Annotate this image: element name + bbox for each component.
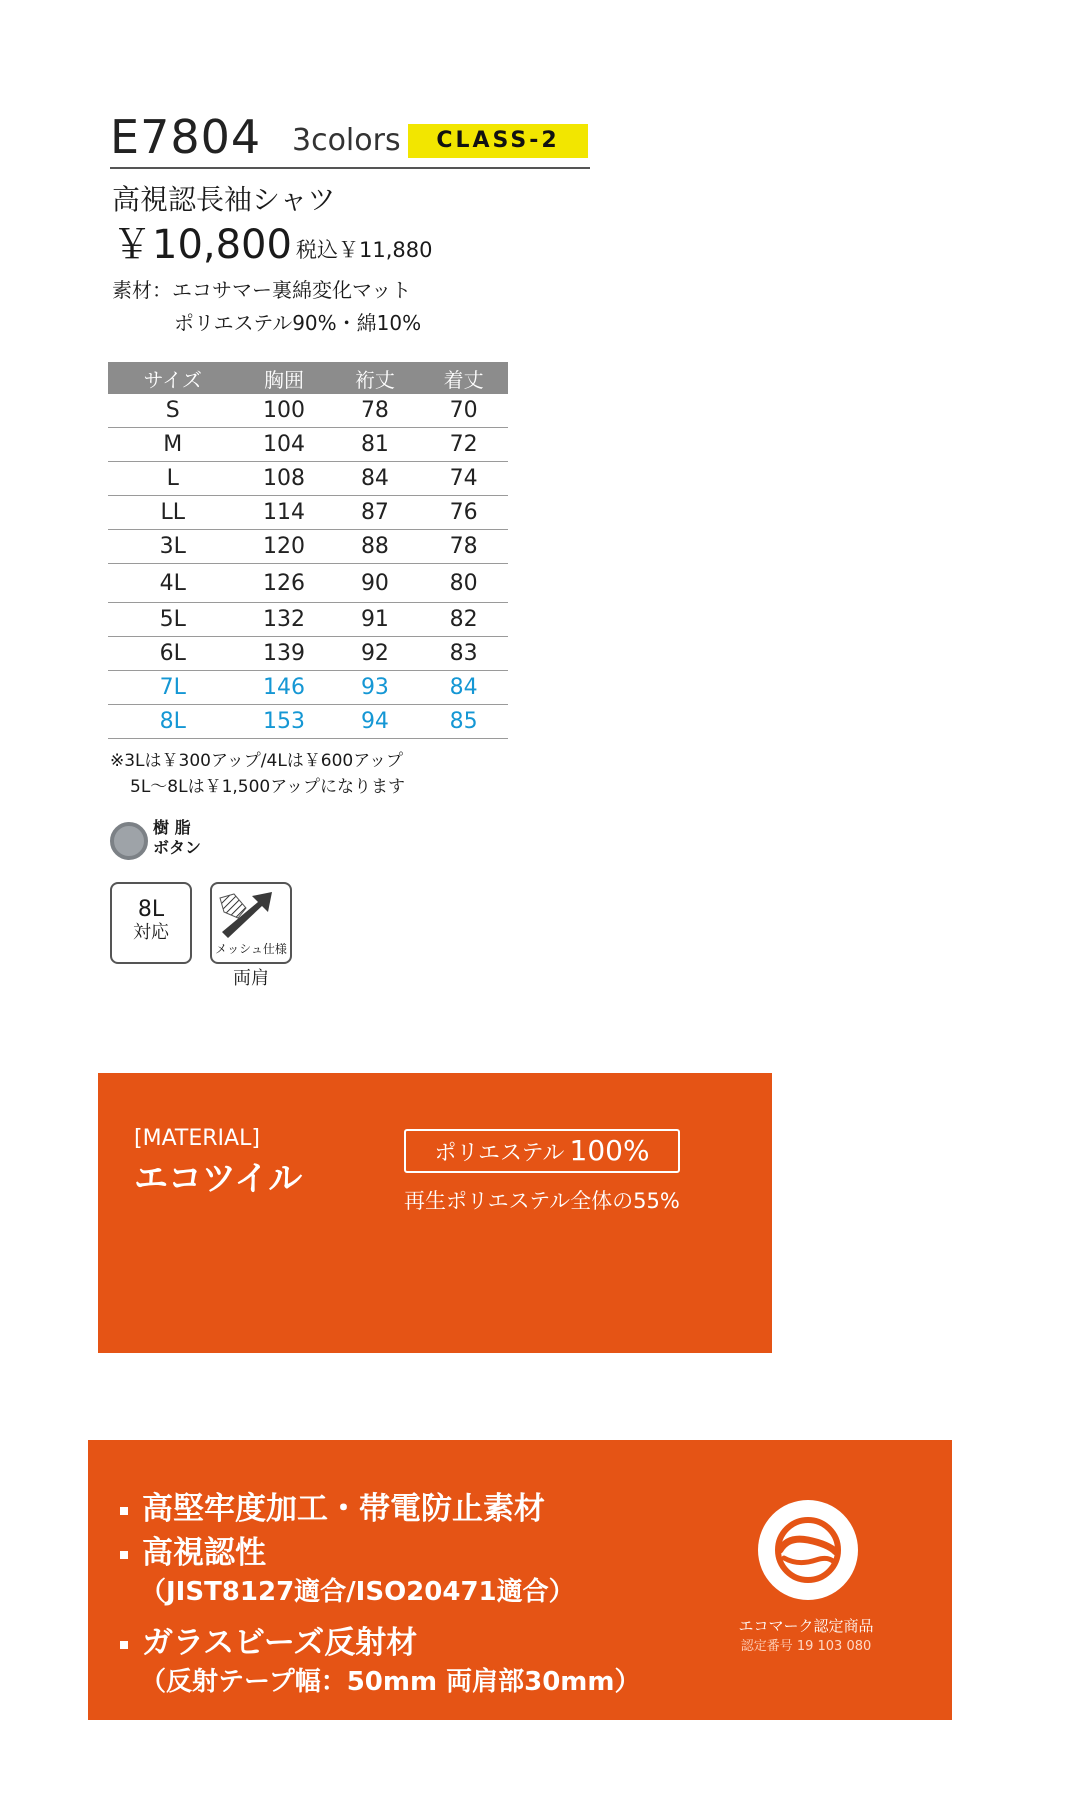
table-row [108, 637, 508, 671]
eco-mark-graphic [758, 1500, 858, 1600]
table-row [108, 496, 508, 530]
eco-mark-icon [758, 1500, 858, 1600]
cell: 82 [419, 603, 508, 637]
cell: 7L [108, 671, 237, 705]
cell: 94 [331, 705, 420, 739]
feature-1-text: 高堅牢度加工・帯電防止素材 [142, 1491, 545, 1527]
material-line-1: 素材：エコサマー裏綿変化マット [112, 278, 412, 302]
cell: LL [108, 496, 237, 530]
bullet-icon [120, 1507, 128, 1515]
cell: 78 [419, 530, 508, 564]
cell: 72 [419, 428, 508, 462]
cell: 126 [237, 564, 330, 603]
cell: 81 [331, 428, 420, 462]
cell: 153 [237, 705, 330, 739]
cell: 5L [108, 603, 237, 637]
cell: 87 [331, 496, 420, 530]
model-number: E7804 [110, 110, 262, 164]
resin-button-icon [110, 822, 148, 860]
color-count: 3colors [292, 123, 401, 158]
button-type-line-1: 樹 脂 [153, 818, 191, 837]
feature-3 [120, 1624, 417, 1662]
price-tax-included: 税込￥11,880 [296, 238, 433, 262]
cell: 84 [331, 462, 420, 496]
note-line-2: 5L〜8Lは￥1,500アップになります [130, 777, 406, 797]
cell: 3L [108, 530, 237, 564]
class-badge: CLASS-2 [408, 124, 588, 158]
bullet-icon [120, 1641, 128, 1649]
table-row [108, 394, 508, 428]
table-row [108, 564, 508, 603]
mesh-arrow-icon [212, 884, 290, 944]
table-row [108, 603, 508, 637]
feature-1 [120, 1490, 545, 1528]
header-sleeve: 裄丈 [331, 362, 420, 394]
cell: 85 [419, 705, 508, 739]
cell: 8L [108, 705, 237, 739]
size-8l-icon-text: 対応 [133, 922, 169, 943]
note-line-1: ※3Lは￥300アップ/4Lは￥600アップ [110, 751, 404, 771]
size-table [108, 362, 508, 739]
cell: 146 [237, 671, 330, 705]
material-name: エコツイル [134, 1159, 303, 1199]
cell: 104 [237, 428, 330, 462]
cell: 132 [237, 603, 330, 637]
cell: 91 [331, 603, 420, 637]
mesh-icon [210, 882, 292, 964]
eco-mark-number: 認定番号 19 103 080 [740, 1639, 872, 1654]
size-notes [110, 748, 405, 800]
recycled-ratio: 再生ポリエステル全体の55% [404, 1189, 680, 1213]
eco-mark-label: エコマーク認定商品 [738, 1617, 874, 1635]
bullet-icon [120, 1551, 128, 1559]
cell: 80 [419, 564, 508, 603]
table-row [108, 462, 508, 496]
cell: S [108, 394, 237, 428]
header-divider [110, 167, 590, 169]
cell: 90 [331, 564, 420, 603]
cell: L [108, 462, 237, 496]
material-box [98, 1073, 772, 1353]
cell: 93 [331, 671, 420, 705]
cell: 139 [237, 637, 330, 671]
cell: 120 [237, 530, 330, 564]
table-row [108, 428, 508, 462]
header-length: 着丈 [419, 362, 508, 394]
cell: 6L [108, 637, 237, 671]
mesh-icon-caption: メッシュ仕様 [215, 942, 287, 956]
cell: 108 [237, 462, 330, 496]
size-table-header [108, 362, 508, 394]
table-row [108, 671, 508, 705]
material-line-2: ポリエステル90%・綿10% [174, 311, 422, 335]
cell: 84 [419, 671, 508, 705]
feature-3-text: ガラスビーズ反射材 [142, 1625, 418, 1661]
polyester-badge [404, 1129, 680, 1173]
feature-2 [120, 1534, 266, 1572]
features-box [88, 1440, 952, 1720]
size-8l-icon-num: 8L [137, 897, 165, 922]
polyester-badge-text: ポリエステル [434, 1141, 565, 1166]
cell: 4L [108, 564, 237, 603]
cell: 114 [237, 496, 330, 530]
button-type-label [153, 818, 201, 858]
feature-2-text: 高視認性 [142, 1535, 266, 1571]
feature-3-sub: （反射テープ幅：50mm 両肩部30mm） [140, 1667, 641, 1697]
table-row [108, 530, 508, 564]
button-type-line-2: ボタン [153, 838, 202, 857]
mesh-location: 両肩 [233, 968, 269, 989]
cell: 70 [419, 394, 508, 428]
cell: 92 [331, 637, 420, 671]
price: ￥10,800 [112, 222, 292, 268]
product-name: 高視認長袖シャツ [112, 183, 336, 216]
header-size: サイズ [108, 362, 237, 394]
table-row [108, 705, 508, 739]
polyester-badge-percent: 100% [569, 1134, 650, 1167]
feature-2-sub: （JIST8127適合/ISO20471適合） [140, 1577, 575, 1607]
material-tag: [MATERIAL] [134, 1126, 260, 1151]
cell: 100 [237, 394, 330, 428]
header-chest: 胸囲 [237, 362, 330, 394]
cell: 74 [419, 462, 508, 496]
size-8l-icon [110, 882, 192, 964]
cell: 78 [331, 394, 420, 428]
cell: 76 [419, 496, 508, 530]
cell: 88 [331, 530, 420, 564]
cell: 83 [419, 637, 508, 671]
cell: M [108, 428, 237, 462]
